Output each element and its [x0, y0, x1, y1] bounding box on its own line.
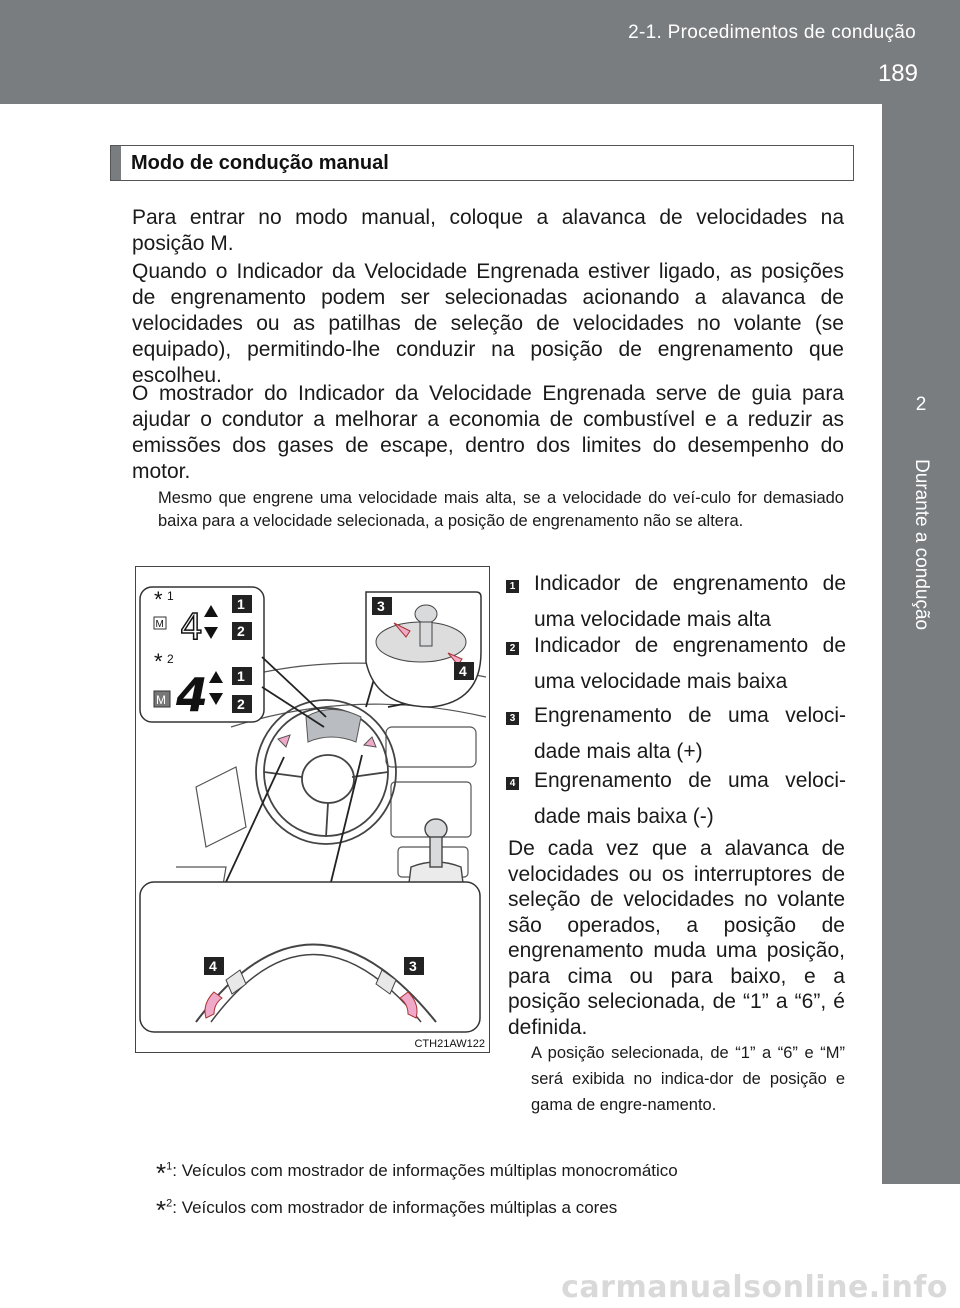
legend-text: Engrenamento de uma veloci-dade mais alta (+): [534, 704, 846, 763]
paddle-plus-small: [364, 737, 376, 747]
page-header: [0, 0, 960, 104]
paragraph-2: Quando o Indicador da Velocidade Engrenada estiver ligado, as posições de engrenamento podem ser selecionadas acionando a alavanca de velocidades ou as patilhas de seleção de velocidades no volante (se equipado), permitindo-lhe conduzir na posição de engrenamento que escolheu.: [132, 260, 844, 387]
svg-text:1: 1: [167, 589, 174, 603]
svg-text:M: M: [155, 619, 164, 630]
legend-text: Engrenamento de uma veloci-dade mais baixa (-): [534, 769, 846, 828]
figure-code: CTH21AW122: [414, 1038, 485, 1050]
page-number: 189: [877, 60, 918, 87]
footnote-sup: 1: [166, 1160, 173, 1173]
svg-text:3: 3: [409, 958, 417, 974]
chapter-number: 2: [915, 394, 927, 415]
paragraph-3: O mostrador do Indicador da Velocidade Engrenada serve de guia para ajudar o condutor a melhorar a economia de combustível e a reduzir as emissões dos gases de escape, dentro dos limites do desempenho do motor.: [132, 382, 844, 483]
legend-number-badge: 2: [506, 642, 519, 655]
watermark-bar: [0, 1268, 960, 1308]
chapter-title-container: [902, 459, 942, 769]
legend-number-badge: 1: [506, 580, 519, 593]
gear-indicator-panel: [140, 587, 264, 722]
svg-text:3: 3: [377, 598, 385, 614]
footnote-1: [156, 1158, 678, 1189]
section-heading-bar: [111, 146, 121, 180]
legend-number-badge: 3: [506, 712, 519, 725]
footnote-text: : Veículos com mostrador de informações múltiplas monocromático: [172, 1161, 678, 1180]
section-title: Modo de condução manual: [131, 152, 389, 174]
note-text: Mesmo que engrene uma velocidade mais alta, se a velocidade do veí-culo for demasiado baixa para a velocidade selecionada, a posição de engrenamento não se altera.: [158, 489, 844, 530]
svg-text:1: 1: [237, 596, 245, 612]
shift-lever-detail: [366, 592, 481, 707]
svg-text:M: M: [156, 693, 166, 707]
svg-text:1: 1: [237, 668, 245, 684]
footnote-text: : Veículos com mostrador de informações múltiplas a cores: [172, 1198, 618, 1217]
svg-text:*: *: [154, 649, 163, 674]
svg-text:2: 2: [237, 696, 245, 712]
svg-text:*: *: [154, 587, 163, 612]
paddle-minus-small: [278, 735, 290, 747]
illustration-svg: [136, 567, 489, 1052]
footnote-2: [156, 1195, 617, 1226]
chapter-side-tab[interactable]: [882, 104, 960, 1184]
svg-text:2: 2: [237, 623, 245, 639]
svg-text:2: 2: [167, 652, 174, 666]
chapter-title: Durante a condução: [911, 459, 932, 631]
svg-text:4: 4: [176, 668, 209, 722]
svg-text:4: 4: [209, 958, 217, 974]
section-heading: [110, 145, 854, 181]
footnote-star: *: [156, 1195, 167, 1225]
legend-number-badge: 4: [506, 777, 519, 790]
legend-text: Indicador de engrenamento de uma velocidade mais baixa: [534, 634, 846, 693]
paragraph-1: Para entrar no modo manual, coloque a alavanca de velocidades na posição M.: [132, 206, 844, 255]
watermark-text[interactable]: carmanualsonline.info: [561, 1270, 948, 1305]
note-right: A posição selecionada, de “1” a “6” e “M” será exibida no indica-dor de posição e gama de engre-namento.: [531, 1044, 845, 1114]
gear-shift-illustration: [135, 566, 490, 1053]
instrument-cluster: [306, 710, 361, 743]
svg-text:4: 4: [459, 663, 467, 679]
footnote-sup: 2: [166, 1197, 173, 1210]
legend-text: Indicador de engrenamento de uma velocidade mais alta: [534, 572, 846, 631]
svg-text:4: 4: [180, 607, 203, 648]
footnote-star: *: [156, 1158, 167, 1188]
paragraph-right: De cada vez que a alavanca de velocidades ou os interruptores de seleção de velocidades no volante são operados, a posição de engrenamento muda uma posição, para cima ou para baixo, e a posição selecionada, de “1” a “6”, é definida.: [508, 837, 845, 1039]
header-section-title: 2-1. Procedimentos de condução: [628, 22, 916, 43]
steering-wheel-detail: [140, 882, 480, 1032]
